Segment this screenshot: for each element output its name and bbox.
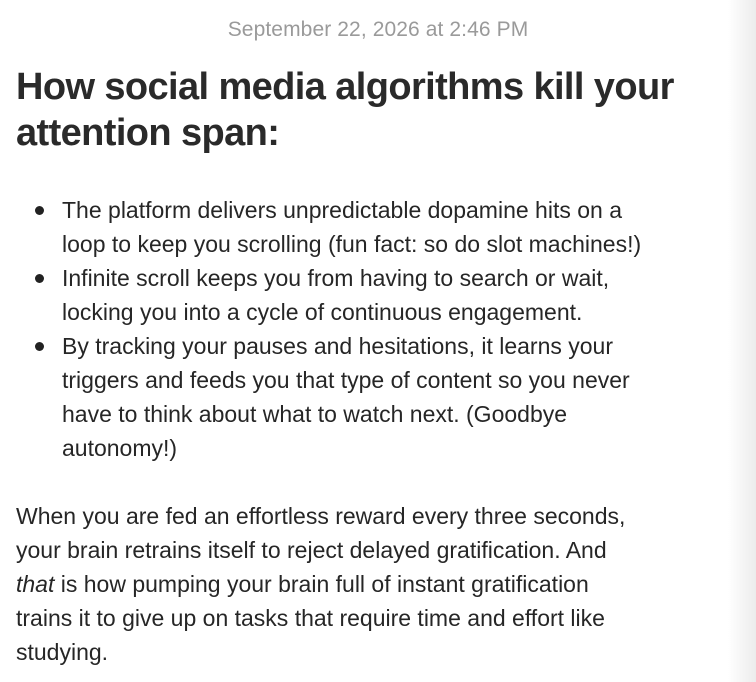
bullet-dot-icon [35, 274, 44, 283]
list-item-line: loop to keep you scrolling (fun fact: so do slot machines!) [62, 231, 642, 257]
bullet-list [16, 193, 756, 465]
body-paragraph [16, 499, 756, 669]
note-title [16, 64, 740, 156]
note-title-line: How social media algorithms kill your [16, 66, 674, 108]
paragraph-line: your brain retrains itself to reject delayed gratification. And [16, 537, 607, 563]
paragraph-line: When you are fed an effortless reward every three seconds, [16, 503, 626, 529]
list-item [16, 193, 756, 261]
italic-emphasis: that [16, 571, 55, 597]
list-item-line: have to think about what to watch next. (Goodbye [62, 401, 568, 427]
paragraph-line: studying. [16, 639, 109, 665]
note-date: September 22, 2026 at 2:46 PM [227, 18, 529, 41]
list-item [16, 261, 756, 329]
list-item-line: The platform delivers unpredictable dopamine hits on a [62, 197, 622, 223]
list-item [16, 329, 756, 465]
list-item-line: triggers and feeds you that type of content so you never [62, 367, 630, 393]
paragraph-line: is how pumping your brain full of instant gratification [54, 571, 589, 597]
bullet-dot-icon [35, 206, 44, 215]
list-item-line: autonomy!) [62, 435, 178, 461]
bullet-dot-icon [35, 342, 44, 351]
note-title-line: attention span: [16, 112, 280, 154]
list-item-line: locking you into a cycle of continuous engagement. [62, 299, 583, 325]
list-item-line: By tracking your pauses and hesitations, it learns your [62, 333, 614, 359]
paragraph-line: trains it to give up on tasks that require time and effort like [16, 605, 605, 631]
list-item-line: Infinite scroll keeps you from having to search or wait, [62, 265, 610, 291]
